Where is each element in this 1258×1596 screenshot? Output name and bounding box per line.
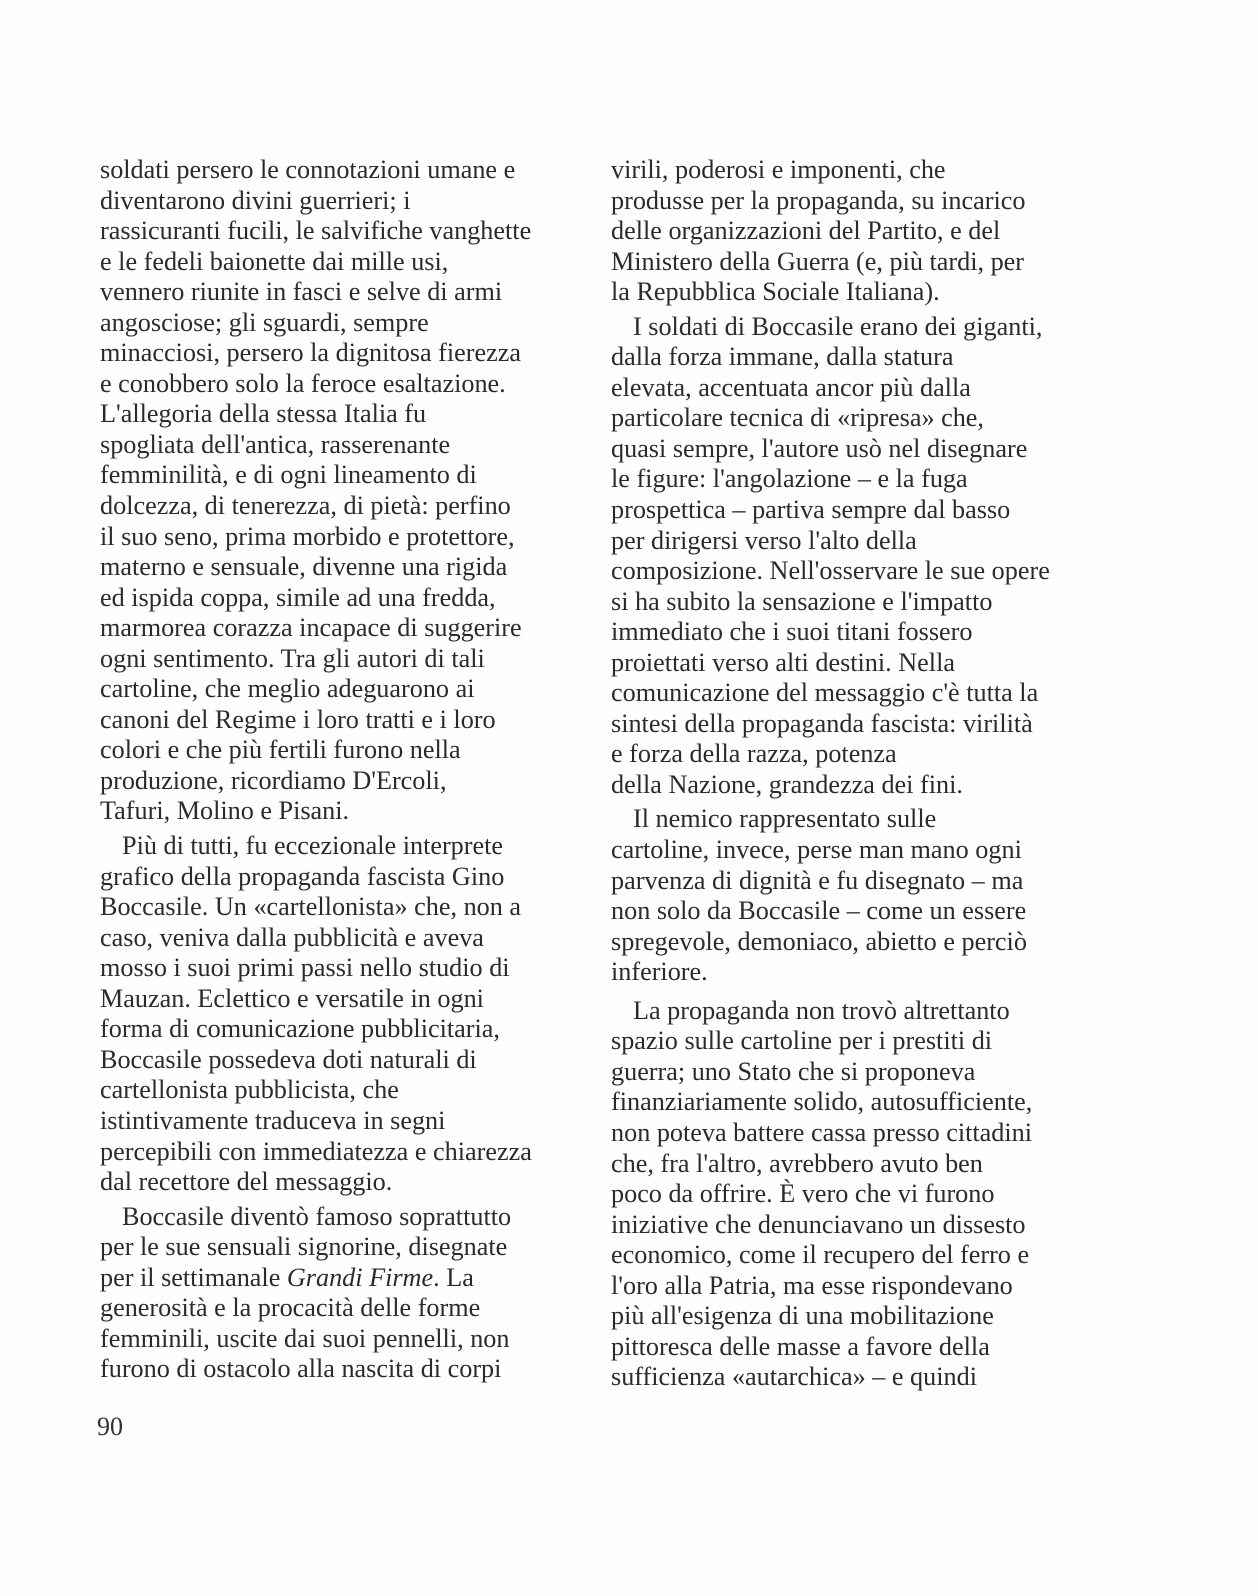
text-line: dalla forza immane, dalla statura <box>611 342 954 372</box>
text-line: sintesi della propaganda fascista: virilità <box>611 708 1033 738</box>
text-line: l'oro alla Patria, ma esse rispondevano <box>611 1270 1013 1300</box>
text-line: istintivamente traduceva in segni <box>100 1105 446 1135</box>
text-line: soldati persero le connotazioni umane e <box>100 155 516 184</box>
text-line: e forza della razza, potenza <box>611 739 897 769</box>
text-line: non poteva battere cassa presso cittadini <box>611 1117 1033 1147</box>
text-line: il suo seno, prima morbido e protettore, <box>100 521 515 551</box>
text-line: e conobbero solo la feroce esaltazione. <box>100 368 506 398</box>
text-line: cartoline, invece, perse man mano ogni <box>611 835 1022 865</box>
text-line: L'allegoria della stessa Italia fu <box>100 399 427 429</box>
text-line: dolcezza, di tenerezza, di pietà: perfino <box>100 491 511 521</box>
text-line: sufficienza «autarchica» – e quindi <box>611 1362 977 1392</box>
text-line: vennero riunite in fasci e selve di armi <box>100 277 503 307</box>
text-line: cartellonista pubblicista, che <box>100 1075 399 1105</box>
text-line: rassicuranti fucili, le salvifiche vanghette <box>100 216 532 246</box>
text-line: spogliata dell'antica, rasserenante <box>100 429 451 459</box>
text-line: più all'esigenza di una mobilitazione <box>611 1301 994 1331</box>
text-line: Ministero della Guerra (e, più tardi, per <box>611 246 1025 276</box>
magazine-title: Grandi Firme <box>286 1262 434 1292</box>
text-line: della Nazione, grandezza dei fini. <box>611 769 963 799</box>
text-line: grafico della propaganda fascista Gino <box>100 861 505 891</box>
text-line: iniziative che denunciavano un dissesto <box>611 1209 1026 1239</box>
text-line: per le sue sensuali signorine, disegnate <box>100 1232 508 1262</box>
text-line: Boccasile possedeva doti naturali di <box>100 1044 477 1074</box>
text-line: guerra; uno Stato che si proponeva <box>611 1056 976 1086</box>
text-fragment: . La <box>433 1262 474 1292</box>
text-line: colori e che più fertili furono nella <box>100 735 461 765</box>
text-line: mosso i suoi primi passi nello studio di <box>100 953 510 983</box>
text-line: materno e sensuale, divenne una rigida <box>100 552 508 582</box>
text-line: finanziariamente solido, autosufficiente, <box>611 1087 1033 1117</box>
text-line: femminili, uscite dai suoi pennelli, non <box>100 1323 510 1353</box>
text-line: non solo da Boccasile – come un essere <box>611 896 1027 926</box>
text-fragment: per il settimanale <box>100 1262 287 1292</box>
text-line: produsse per la propaganda, su incarico <box>611 185 1026 215</box>
text-line: parvenza di dignità e fu disegnato – ma <box>611 865 1024 895</box>
text-line: economico, come il recupero del ferro e <box>611 1240 1030 1270</box>
text-line: pittoresca delle masse a favore della <box>611 1331 990 1361</box>
text-line: generosità e la procacità delle forme <box>100 1293 481 1323</box>
text-line: delle organizzazioni del Partito, e del <box>611 216 1001 246</box>
text-line <box>100 1263 586 1294</box>
text-line: le figure: l'angolazione – e la fuga <box>611 464 968 494</box>
text-line: La propaganda non trovò altrettanto <box>633 995 1010 1025</box>
text-line: prospettica – partiva sempre dal basso <box>611 495 1011 525</box>
text-line: minacciosi, persero la dignitosa fierezza <box>100 338 521 368</box>
text-line: produzione, ricordiamo D'Ercoli, <box>100 765 447 795</box>
text-line: Più di tutti, fu eccezionale interprete <box>122 831 504 861</box>
text-line: ed ispida coppa, simile ad una fredda, <box>100 582 496 612</box>
text-line: Mauzan. Eclettico e versatile in ogni <box>100 983 484 1013</box>
text-line: spregevole, demoniaco, abietto e perciò <box>611 926 1027 956</box>
text-line: furono di ostacolo alla nascita di corpi <box>100 1354 502 1384</box>
text-line: particolare tecnica di «ripresa» che, <box>611 403 984 433</box>
text-line: si ha subito la sensazione e l'impatto <box>611 586 993 616</box>
text-line: comunicazione del messaggio c'è tutta la <box>611 678 1039 708</box>
text-line: angosciose; gli sguardi, sempre <box>100 307 429 337</box>
text-line: Boccasile diventò famoso soprattutto <box>122 1201 512 1231</box>
text-line: per dirigersi verso l'alto della <box>611 525 917 555</box>
text-line: marmorea corazza incapace di suggerire <box>100 613 522 643</box>
text-line: Boccasile. Un «cartellonista» che, non a <box>100 892 522 922</box>
text-line: dal recettore del messaggio. <box>100 1167 393 1197</box>
text-line: quasi sempre, l'autore usò nel disegnare <box>611 433 1028 463</box>
text-line: spazio sulle cartoline per i prestiti di <box>611 1026 993 1056</box>
text-line: poco da offrire. È vero che vi furono <box>611 1179 995 1209</box>
text-line: percepibili con immediatezza e chiarezza <box>100 1136 532 1166</box>
text-line: cartoline, che meglio adeguarono ai <box>100 674 475 704</box>
text-line: diventarono divini guerrieri; i <box>100 185 411 215</box>
text-line: femminilità, e di ogni lineamento di <box>100 460 477 490</box>
text-line: Il nemico rappresentato sulle <box>633 804 937 834</box>
text-line: elevata, accentuata ancor più dalla <box>611 372 971 402</box>
text-line: forma di comunicazione pubblicitaria, <box>100 1014 500 1044</box>
page-number: 90 <box>97 1412 123 1441</box>
text-line: proiettati verso alti destini. Nella <box>611 647 955 677</box>
text-line: ogni sentimento. Tra gli autori di tali <box>100 643 485 673</box>
text-line: e le fedeli baionette dai mille usi, <box>100 246 449 276</box>
right-text-column <box>611 155 1097 1393</box>
left-text-column <box>100 155 586 1385</box>
text-line: canoni del Regime i loro tratti e i loro <box>100 704 496 734</box>
text-line: immediato che i suoi titani fossero <box>611 617 973 647</box>
text-line: che, fra l'altro, avrebbero avuto ben <box>611 1148 983 1178</box>
text-line: virili, poderosi e imponenti, che <box>611 155 946 184</box>
text-line: I soldati di Boccasile erano dei giganti, <box>633 311 1043 341</box>
text-line: Tafuri, Molino e Pisani. <box>100 796 350 826</box>
text-line: inferiore. <box>611 957 708 987</box>
text-line: la Repubblica Sociale Italiana). <box>611 277 940 307</box>
text-line: caso, veniva dalla pubblicità e aveva <box>100 922 484 952</box>
text-line: composizione. Nell'osservare le sue opere <box>611 556 1050 586</box>
